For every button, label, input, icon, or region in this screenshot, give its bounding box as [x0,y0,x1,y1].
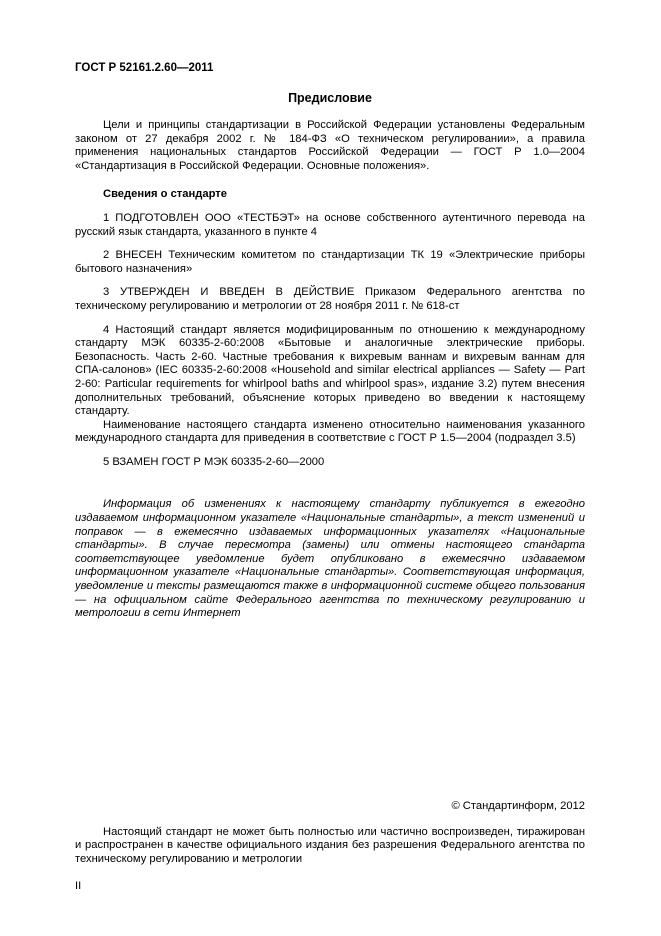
standard-info-item-1: 1 ПОДГОТОВЛЕН ООО «ТЕСТБЭТ» на основе собственного аутентичного перевода на русский язык стандарта, указанного в пункте 4 [75,211,585,238]
standard-info-item-3: 3 УТВЕРЖДЕН И ВВЕДЕН В ДЕЙСТВИЕ Приказом Федерального агентства по техническому регулированию и метрологии от 28 ноября 2011 г. № 618-ст [75,286,585,312]
document-code-header: ГОСТ Р 52161.2.60—2011 [75,62,214,74]
copyright-notice: © Стандартинформ, 2012 [451,800,585,813]
standard-info-item-4: 4 Настоящий стандарт является модифицированным по отношению к международному стандарту МЭК 60335-2-60:2008 «Бытовые и аналогичные электрические приборы. Безопасность. Часть 2-60. Частные требования к вихревым ваннам и вихревым ваннам для СПА-салонов» (IEC 60335-2-60:2008 «Household and similar electrical appliances — Safety — Part 2-60: Particular requirements for whirlpool baths and whirlpool spas», издание 3.2) путем внесения дополнительных требований, объяснение которых приведено во введении к настоящему стандарту. [75,323,585,418]
reproduction-restriction: Настоящий стандарт не может быть полностью или частично воспроизведен, тиражирован и распространен в качестве официального издания без разрешения Федерального агентства по техническому регулированию и метрологии [75,825,585,865]
amendments-notice: Информация об изменениях к настоящему стандарту публикуется в ежегодно издаваемом информационном указателе «Национальные стандарты», а текст изменений и поправок — в ежемесячно издаваемых информационных указателях «Национальные стандарты». В случае пересмотра (замены) или отмены настоящего стандарта соответствующее уведомление будет опубликовано в ежемесячно издаваемом информационном указателе «Национальные стандарты». Соответствующая информация, уведомление и тексты размещаются также в информационной системе общего пользования — на официальном сайте Федерального агентства по техническому регулированию и метрологии в сети Интернет [75,498,585,620]
standard-info-heading: Сведения о стандарте [103,188,227,201]
page-number: II [75,880,82,893]
foreword-title: Предисловие [288,91,372,105]
standard-info-item-2: 2 ВНЕСЕН Техническим комитетом по стандартизации ТК 19 «Электрические приборы бытового назначения» [75,249,585,275]
intro-paragraph: Цели и принципы стандартизации в Российской Федерации установлены Федеральным законом от 27 декабря 2002 г. № 184-ФЗ «О техническом регулировании», а правила применения национальных стандартов Российской Федерации — ГОСТ Р 1.0—2004 «Стандартизация в Российской Федерации. Основные положения». [75,119,585,172]
vertical-spacer [75,621,585,800]
standard-info-item-5: 5 ВЗАМЕН ГОСТ Р МЭК 60335-2-60—2000 [103,455,325,468]
item4-name-change-note: Наименование настоящего стандарта изменено относительно наименования указанного международного стандарта для приведения в соответствие с ГОСТ Р 1.5—2004 (подраздел 3.5) [75,418,585,445]
